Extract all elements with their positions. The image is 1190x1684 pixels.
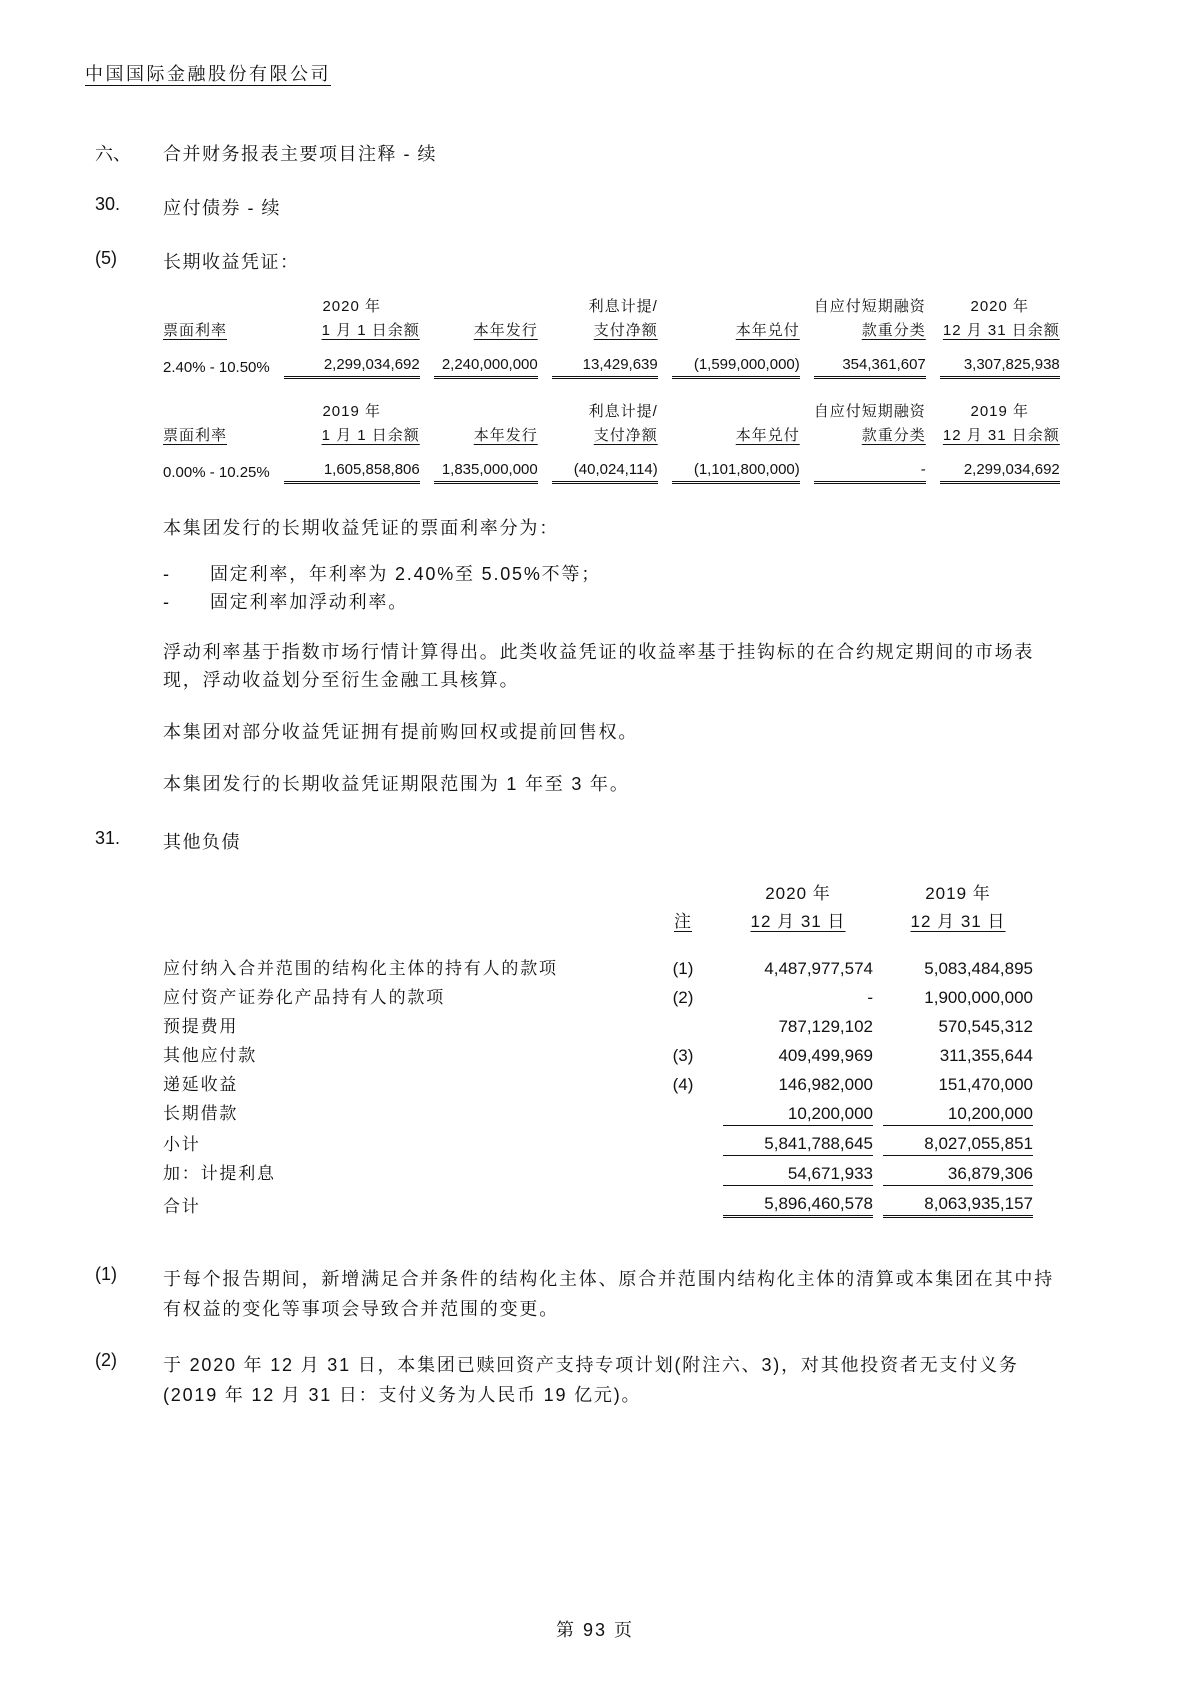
cell-coupon-rate: 2.40% - 10.50% [163,359,270,376]
row-note-ref [653,1156,713,1185]
header-interest-line2: 支付净额 [593,427,658,444]
row-value-2020: - [867,988,873,1007]
cell-issued: 1,835,000,000 [434,445,538,484]
cell-interest: (40,024,114) [552,445,658,484]
cell-issued: 2,240,000,000 [434,340,538,379]
section-bonds-heading [95,194,1095,220]
section-title: 合并财务报表主要项目注释 - 续 [163,144,437,164]
section-certificates-heading [95,248,1095,274]
table-row [163,1096,1033,1125]
table-row [163,340,1060,379]
row-note-ref: (2) [672,988,694,1007]
header-note: 注 [674,912,692,931]
header-reclass-line1: 自应付短期融资 [813,403,926,420]
row-value-2019: 5,083,484,895 [924,959,1033,978]
other-liabilities-table [153,878,1043,1218]
list-item [163,588,1053,616]
table-row [163,1067,1033,1096]
row-value-2020: 4,487,977,574 [764,959,873,978]
table-row-total [163,1185,1033,1218]
section-title: 应付债券 - 续 [163,198,281,218]
row-value-2020: 54,671,933 [787,1164,873,1183]
row-label: 递延收益 [163,1075,239,1094]
list-item [163,560,1053,588]
cell-reclass: - [814,445,926,484]
row-note-ref: (3) [672,1046,694,1065]
header-redeemed: 本年兑付 [735,322,800,339]
table-row [163,1009,1033,1038]
row-value-2019: 8,063,935,157 [883,1185,1033,1218]
table-header-row-year [163,399,1060,421]
row-label: 长期借款 [163,1104,239,1123]
header-reclass-line2: 款重分类 [861,322,926,339]
table-row [163,980,1033,1009]
bullet-text: 固定利率，年利率为 2.40%至 5.05%不等； [210,564,602,584]
table-row [163,1038,1033,1067]
bullet-text: 固定利率加浮动利率。 [210,592,408,612]
section-notes-heading [95,140,1095,166]
section-number: 31. [95,828,121,848]
header-year-2019: 2019 年 [925,884,991,903]
cell-opening-balance: 1,605,858,806 [284,445,420,484]
row-label: 小计 [163,1135,201,1154]
paragraph-rates-intro: 本集团发行的长期收益凭证的票面利率分为： [163,518,559,538]
company-title: 中国国际金融股份有限公司 [85,64,331,84]
section-number: (5) [95,248,117,268]
table-header-row-year [163,878,1033,905]
rate-bullet-list [85,560,1095,616]
cell-redeemed: (1,101,800,000) [672,445,800,484]
header-year-closing: 2019 年 [970,403,1030,420]
row-value-2020: 409,499,969 [778,1046,873,1065]
header-year-2020: 2020 年 [765,884,831,903]
row-label: 合计 [163,1197,201,1216]
header-interest-line2: 支付净额 [593,322,658,339]
section-number: 六、 [95,144,131,164]
row-label: 加：计提利息 [163,1164,276,1183]
header-coupon-rate: 票面利率 [163,427,228,444]
page-number: 第 93 页 [555,1620,635,1640]
row-value-2020: 5,841,788,645 [723,1125,873,1156]
row-value-2020: 146,982,000 [778,1075,873,1094]
footnote-number: (1) [95,1264,117,1284]
row-value-2019: 36,879,306 [947,1164,1033,1183]
header-interest-line1: 利息计提/ [588,298,658,315]
table-row [163,951,1033,980]
row-label: 其他应付款 [163,1046,257,1065]
header-year-opening: 2019 年 [322,403,382,420]
bullet-dash: - [163,592,169,612]
cell-closing-balance: 2,299,034,692 [940,445,1060,484]
row-value-2020: 787,129,102 [778,1017,873,1036]
row-label: 预提费用 [163,1017,239,1036]
row-value-2019: 311,355,644 [939,1046,1033,1065]
row-value-2019: 1,900,000,000 [924,988,1033,1007]
footnote-number: (2) [95,1350,117,1370]
header-interest-line1: 利息计提/ [588,403,658,420]
row-value-2019: 151,470,000 [938,1075,1033,1094]
row-note-ref: (1) [672,959,694,978]
cell-coupon-rate: 0.00% - 10.25% [163,464,270,481]
row-value-2020: 5,896,460,578 [723,1185,873,1218]
bullet-dash: - [163,564,169,584]
header-issued: 本年发行 [473,427,538,444]
footnote-text: 于 2020 年 12 月 31 日，本集团已赎回资产支持专项计划(附注六、3)，对其他投资者无支付义务(2019 年 12 月 31 日：支付义务为人民币 19 亿元)。 [163,1355,1019,1405]
row-note-ref [653,1185,713,1218]
header-date-2019: 12 月 31 日 [910,912,1006,931]
table-header-row-labels [163,905,1033,933]
row-label: 应付资产证券化产品持有人的款项 [163,988,445,1007]
footnote-1 [95,1264,1095,1324]
header-opening-balance: 1 月 1 日余额 [321,427,420,444]
row-note-ref [653,1096,713,1125]
header-reclass-line1: 自应付短期融资 [813,298,926,315]
table-row [163,1156,1033,1185]
cell-reclass: 354,361,607 [814,340,926,379]
footnote-2 [95,1350,1095,1410]
header-closing-balance: 12 月 31 日余额 [942,322,1060,339]
section-title: 其他负债 [163,832,241,852]
paragraph-redemption-rights: 本集团对部分收益凭证拥有提前购回权或提前回售权。 [163,722,639,742]
row-note-ref: (4) [672,1075,694,1094]
section-title: 长期收益凭证： [163,252,300,272]
header-issued: 本年发行 [473,322,538,339]
table-row-subtotal [163,1125,1033,1156]
table-header-row-labels [163,421,1060,445]
footnote-text: 于每个报告期间，新增满足合并条件的结构化主体、原合并范围内结构化主体的清算或本集团在其中持有权益的变化等事项会导致合并范围的变更。 [163,1269,1054,1319]
section-number: 30. [95,194,121,214]
cell-closing-balance: 3,307,825,938 [940,340,1060,379]
header-opening-balance: 1 月 1 日余额 [321,322,420,339]
header-redeemed: 本年兑付 [735,427,800,444]
table-row [163,445,1060,484]
header-coupon-rate: 票面利率 [163,322,228,339]
cell-opening-balance: 2,299,034,692 [284,340,420,379]
section-other-liabilities-heading [95,828,1095,854]
header-date-2020: 12 月 31 日 [750,912,846,931]
header-reclass-line2: 款重分类 [861,427,926,444]
row-note-ref [653,1009,713,1038]
cell-interest: 13,429,639 [552,340,658,379]
row-label: 应付纳入合并范围的结构化主体的持有人的款项 [163,959,558,978]
row-value-2019: 570,545,312 [938,1017,1033,1036]
coupon-table-2020 [149,294,1074,379]
row-note-ref [653,1125,713,1156]
table-header-row-labels [163,316,1060,340]
cell-redeemed: (1,599,000,000) [672,340,800,379]
header-year-opening: 2020 年 [322,298,382,315]
header-year-closing: 2020 年 [970,298,1030,315]
paragraph-floating-rate: 浮动利率基于指数市场行情计算得出。此类收益凭证的收益率基于挂钩标的在合约规定期间的市场表现，浮动收益划分至衍生金融工具核算。 [163,642,1035,690]
row-value-2019: 8,027,055,851 [883,1125,1033,1156]
table-header-row-year [163,294,1060,316]
header-closing-balance: 12 月 31 日余额 [942,427,1060,444]
row-value-2019: 10,200,000 [947,1104,1033,1123]
paragraph-tenor: 本集团发行的长期收益凭证期限范围为 1 年至 3 年。 [163,774,630,794]
row-value-2020: 10,200,000 [787,1104,873,1123]
coupon-table-2019 [149,399,1074,484]
